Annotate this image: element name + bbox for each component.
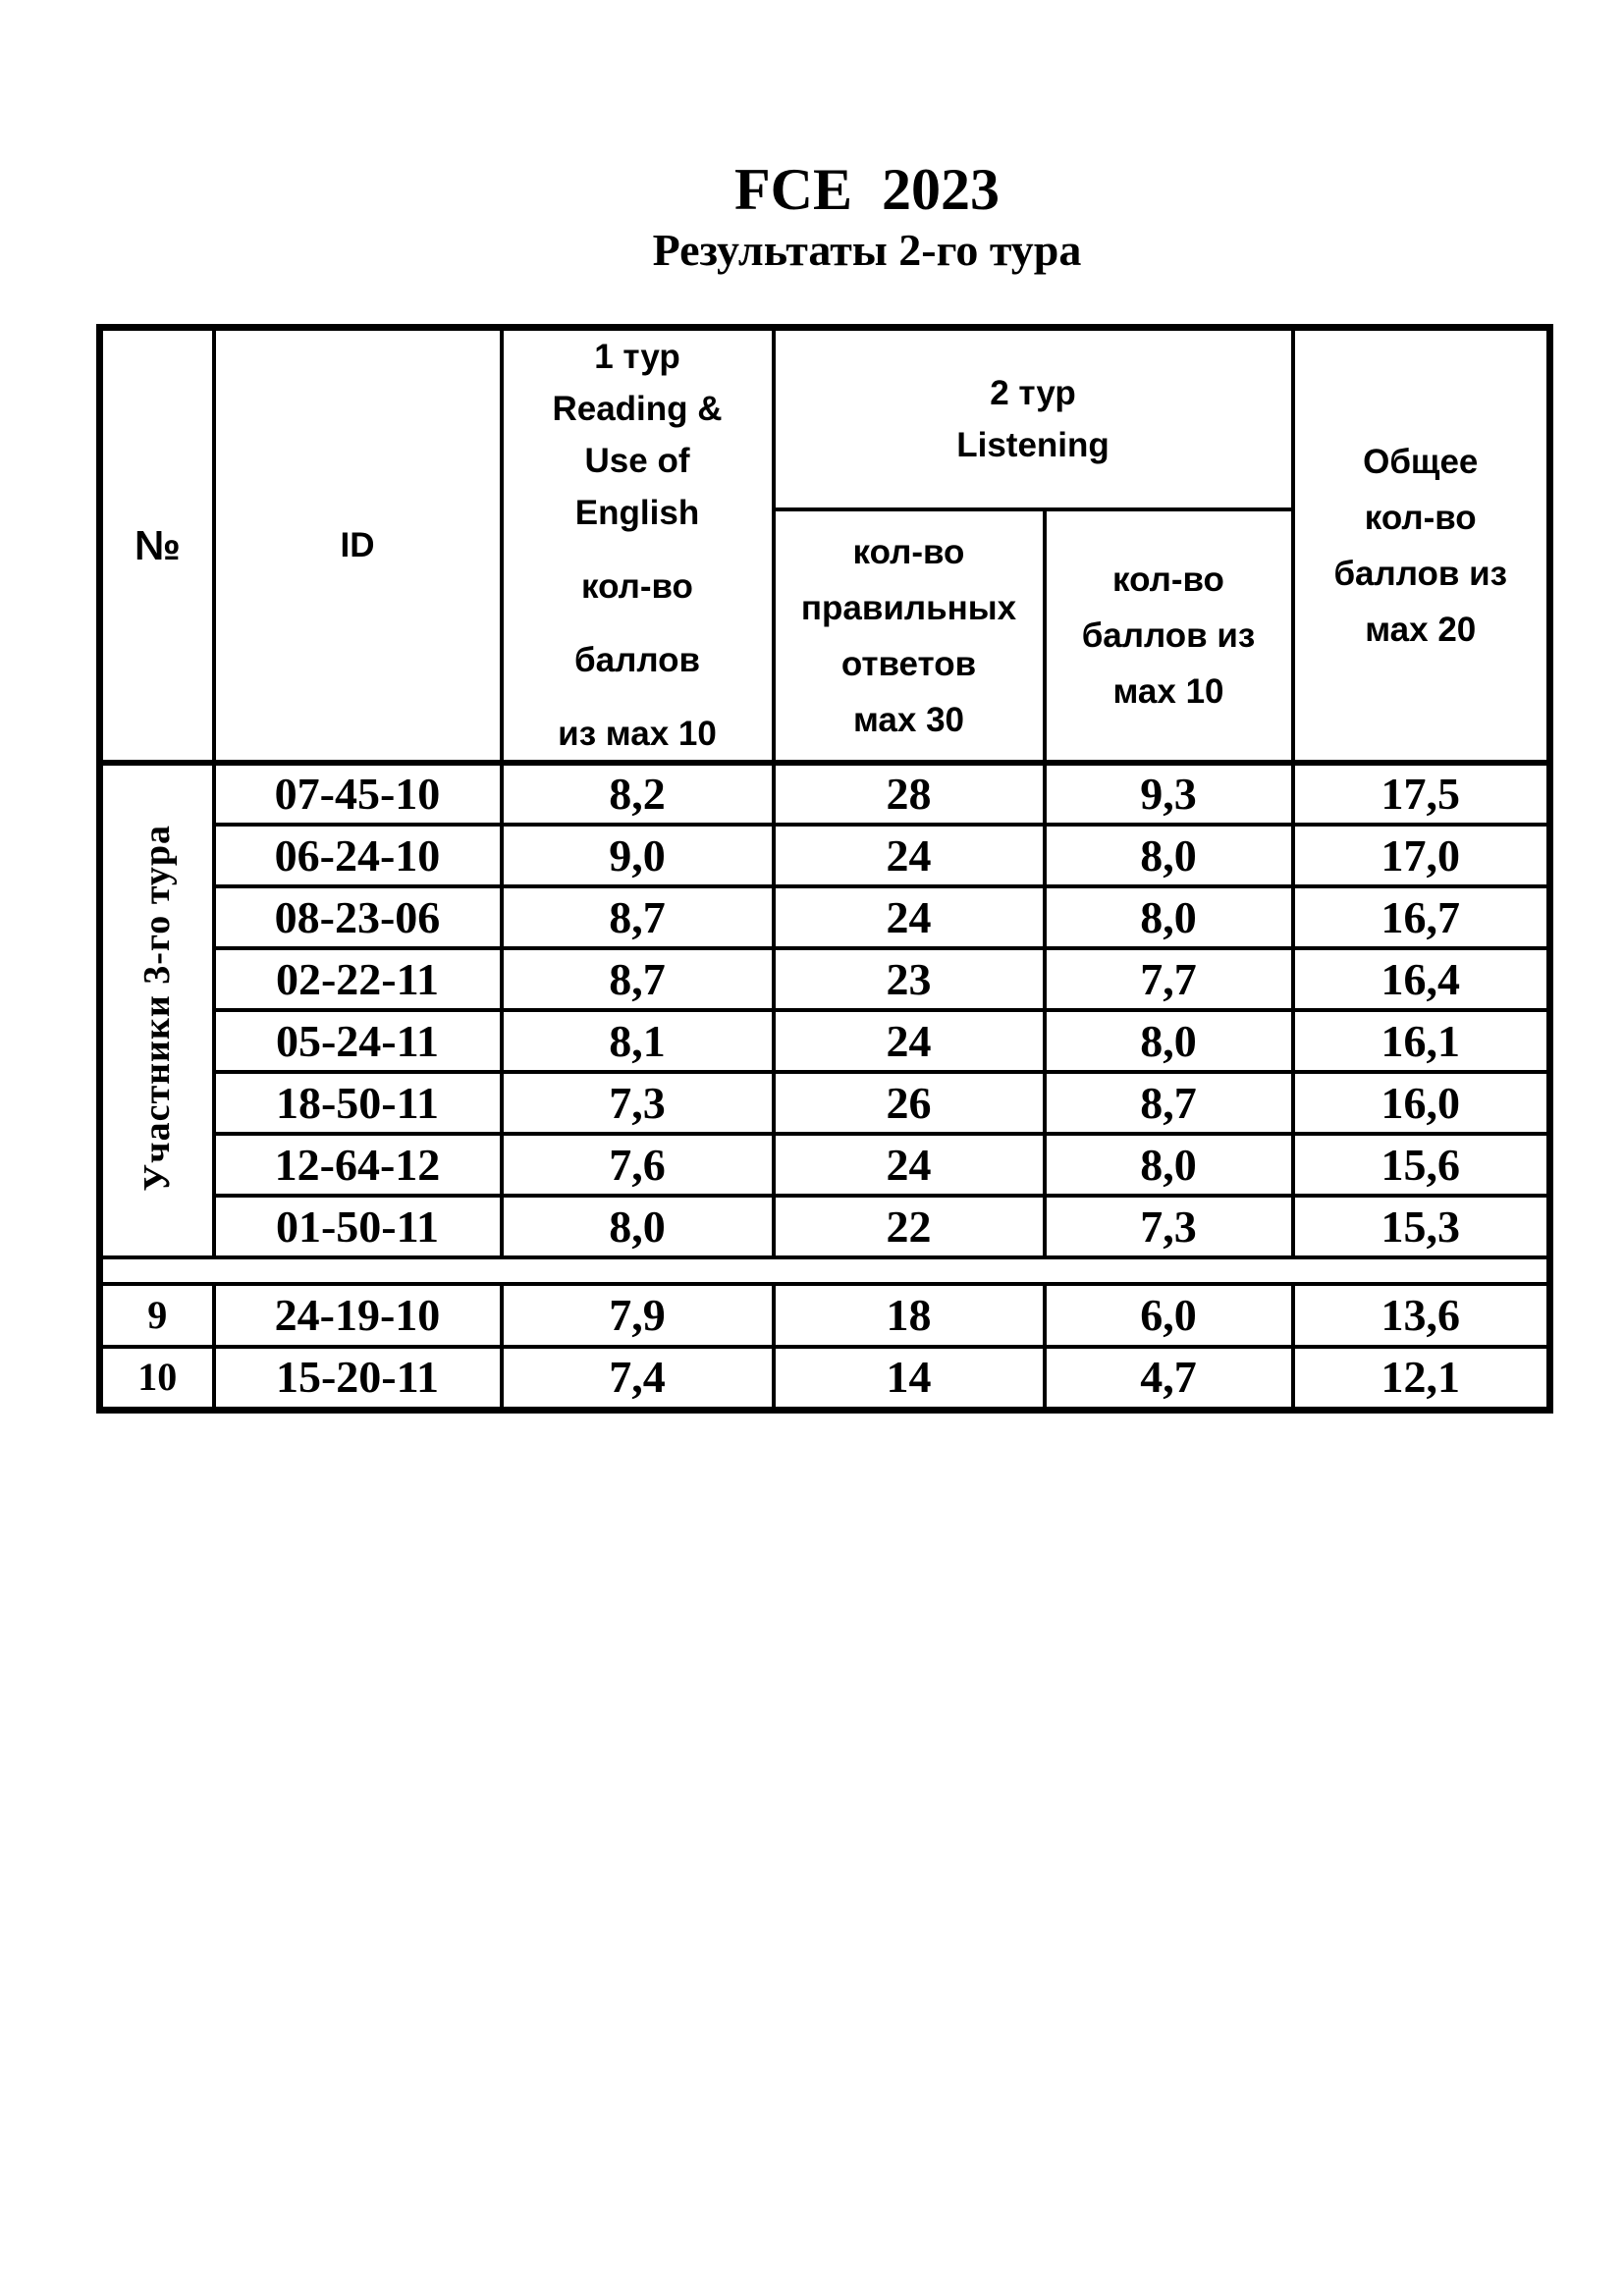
page-subtitle: Результаты 2-го тура: [652, 225, 1082, 275]
spacer-row: [100, 1257, 1550, 1284]
id-cell: 07-45-10: [214, 763, 502, 825]
listening-score-cell: 6,0: [1045, 1284, 1293, 1347]
total-score-cell: 16,4: [1293, 948, 1550, 1010]
round1-line: 1 тур: [594, 338, 680, 376]
listening-score-cell: 4,7: [1045, 1347, 1293, 1410]
listening-points-line: мах 10: [1112, 672, 1224, 712]
column-header-number: №: [100, 328, 214, 764]
table-row: [100, 1347, 1550, 1410]
correct-answers-cell: 26: [774, 1072, 1045, 1134]
id-cell: 01-50-11: [214, 1196, 502, 1257]
round1-score-cell: 7,4: [502, 1347, 774, 1410]
total-score-cell: 17,5: [1293, 763, 1550, 825]
id-cell: 18-50-11: [214, 1072, 502, 1134]
total-score-cell: 15,3: [1293, 1196, 1550, 1257]
column-header-listening-points: [1045, 509, 1293, 763]
round1-line: English: [574, 494, 700, 532]
total-line: баллов из: [1333, 554, 1508, 593]
round1-score-cell: 8,1: [502, 1010, 774, 1072]
round1-line: баллов: [574, 641, 700, 679]
table-header: [100, 328, 1550, 764]
id-cell: 02-22-11: [214, 948, 502, 1010]
round1-score-cell: 8,0: [502, 1196, 774, 1257]
id-cell: 08-23-06: [214, 886, 502, 948]
row-number-cell: 10: [100, 1347, 214, 1410]
header-row-top: [100, 328, 1550, 510]
group-label-cell: [100, 763, 214, 1257]
round1-line: из мах 10: [558, 715, 717, 753]
correct-answers-cell: 24: [774, 1010, 1045, 1072]
listening-score-cell: 9,3: [1045, 763, 1293, 825]
round1-score-cell: 7,6: [502, 1134, 774, 1196]
total-score-cell: 12,1: [1293, 1347, 1550, 1410]
round1-score-cell: 7,9: [502, 1284, 774, 1347]
table-row: [100, 763, 1550, 825]
correct-answers-cell: 22: [774, 1196, 1045, 1257]
total-score-cell: 16,7: [1293, 886, 1550, 948]
table-row: [100, 1072, 1550, 1134]
correct-answers-cell: 24: [774, 886, 1045, 948]
column-header-round1: [502, 328, 774, 764]
correct-answers-cell: 14: [774, 1347, 1045, 1410]
id-cell: 06-24-10: [214, 825, 502, 886]
listening-score-cell: 7,3: [1045, 1196, 1293, 1257]
table-row: [100, 1010, 1550, 1072]
round1-line: Use of: [584, 442, 690, 480]
listening-score-cell: 8,0: [1045, 1010, 1293, 1072]
table-row: [100, 948, 1550, 1010]
column-header-round2: [774, 328, 1293, 510]
round1-line: кол-во: [581, 567, 693, 606]
listening-score-cell: 8,0: [1045, 886, 1293, 948]
column-header-correct-answers: [774, 509, 1045, 763]
table-row: [100, 1284, 1550, 1347]
id-cell: 24-19-10: [214, 1284, 502, 1347]
listening-score-cell: 8,0: [1045, 825, 1293, 886]
spacer-cell: [100, 1257, 1550, 1284]
id-cell: 05-24-11: [214, 1010, 502, 1072]
page-title: FCE 2023: [734, 157, 1000, 222]
results-table: [96, 324, 1553, 1414]
round1-score-cell: 9,0: [502, 825, 774, 886]
correct-answers-cell: 24: [774, 825, 1045, 886]
total-line: Общее: [1363, 442, 1479, 481]
correct-answers-line: ответов: [840, 644, 977, 683]
table-row: [100, 1134, 1550, 1196]
listening-score-cell: 8,7: [1045, 1072, 1293, 1134]
correct-answers-line: кол-во: [852, 532, 965, 571]
correct-answers-cell: 28: [774, 763, 1045, 825]
group-label-vertical-text: Участники 3-го тура: [136, 825, 179, 1192]
round1-score-cell: 8,7: [502, 886, 774, 948]
document-heading: [96, 159, 1624, 275]
round1-line: Reading &: [552, 390, 723, 428]
listening-score-cell: 8,0: [1045, 1134, 1293, 1196]
id-cell: 15-20-11: [214, 1347, 502, 1410]
correct-answers-cell: 18: [774, 1284, 1045, 1347]
total-line: кол-во: [1364, 498, 1477, 537]
round1-score-cell: 7,3: [502, 1072, 774, 1134]
total-score-cell: 13,6: [1293, 1284, 1550, 1347]
column-header-id: ID: [214, 328, 502, 764]
table-row: [100, 825, 1550, 886]
correct-answers-line: мах 30: [852, 700, 964, 739]
round2-line: 2 тур: [990, 374, 1076, 413]
total-line: мах 20: [1365, 610, 1477, 649]
table-row: [100, 886, 1550, 948]
round1-score-cell: 8,7: [502, 948, 774, 1010]
correct-answers-line: правильных: [800, 588, 1017, 627]
correct-answers-cell: 23: [774, 948, 1045, 1010]
total-score-cell: 16,0: [1293, 1072, 1550, 1134]
listening-points-line: баллов из: [1081, 616, 1256, 656]
total-score-cell: 16,1: [1293, 1010, 1550, 1072]
column-header-total: [1293, 328, 1550, 764]
total-score-cell: 15,6: [1293, 1134, 1550, 1196]
table-row: [100, 1196, 1550, 1257]
correct-answers-cell: 24: [774, 1134, 1045, 1196]
round2-line: Listening: [956, 426, 1110, 465]
listening-points-line: кол-во: [1112, 561, 1224, 600]
total-score-cell: 17,0: [1293, 825, 1550, 886]
listening-score-cell: 7,7: [1045, 948, 1293, 1010]
row-number-cell: 9: [100, 1284, 214, 1347]
round1-score-cell: 8,2: [502, 763, 774, 825]
table-body: [100, 763, 1550, 1410]
id-cell: 12-64-12: [214, 1134, 502, 1196]
